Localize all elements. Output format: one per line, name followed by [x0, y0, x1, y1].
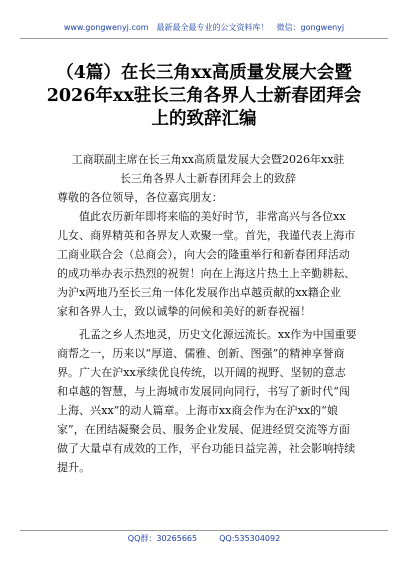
- paragraph-line: 界。广大在沪xx承续优良传统，以开阔的视野、坚韧的意志: [57, 366, 346, 379]
- header-site-link[interactable]: www.gongwenyj.com: [63, 23, 149, 32]
- paragraph-line: 孔孟之乡人杰地灵，历史文化源远流长。xx作为中国重要: [79, 328, 357, 341]
- paragraph-line: 儿女、商界精英和各界友人欢聚一堂。首先，我谨代表上海市: [57, 229, 356, 242]
- footer-qq-number: QQ:535304092: [219, 534, 281, 543]
- paragraph-1: [57, 207, 357, 321]
- speech-body: [57, 188, 357, 477]
- paragraph-line: 提升。: [57, 461, 91, 474]
- paragraph-line: 上海、兴xx”的动人篇章。上海市xx商会作为在沪xx的“娘: [57, 404, 338, 417]
- title-line-3: 上的致辞汇编: [151, 109, 257, 129]
- salutation: 尊敬的各位领导，各位嘉宾朋友：: [57, 191, 223, 204]
- paragraph-line: 商帮之一，历来以“厚道、儒雅、创新、图强”的精神享誉商: [57, 347, 345, 360]
- header-slogan: 最新最全最专业的公文资料库！: [156, 23, 269, 32]
- header-wechat: 微信：gongwenyj: [276, 23, 345, 32]
- subtitle-line-1: 工商联副主席在长三角xx高质量发展大会暨2026年xx驻: [71, 153, 345, 166]
- paragraph-line: 值此农历新年即将来临的美好时节，非常高兴与各位xx: [79, 210, 346, 223]
- title-line-2: 2026年xx驻长三角各界人士新春团拜会: [46, 86, 362, 106]
- speech-subtitle: [58, 150, 358, 188]
- footer-divider: [20, 530, 388, 531]
- paragraph-line: 做了大量卓有成效的工作，平台功能日益完善，社会影响持续: [57, 442, 356, 455]
- footer-qq-group: QQ群：30265665: [127, 534, 198, 543]
- page-header: [0, 22, 408, 33]
- page-footer: [0, 533, 408, 544]
- paragraph-line: 工商业联合会（总商会），向大会的隆重举行和新春团拜活动: [57, 248, 350, 261]
- paragraph-line: 家”，在团结凝聚会员、服务企业发展、促进经贸交流等方面: [57, 423, 350, 436]
- paragraph-line: 的成功举办表示热烈的祝贺！向在上海这片热土上辛勤耕耘、: [57, 267, 356, 280]
- paragraph-line: 和卓越的智慧，与上海城市发展同向同行，书写了新时代“闯: [57, 385, 350, 398]
- document-title: [40, 62, 368, 131]
- paragraph-2: [57, 325, 357, 477]
- title-line-1: （4篇）在长三角xx高质量发展大会暨: [56, 63, 352, 83]
- subtitle-line-2: 长三角各界人士新春团拜会上的致辞: [120, 172, 296, 185]
- paragraph-line: 为沪x两地乃至长三角一体化发展作出卓越贡献的xx籍企业: [57, 286, 341, 299]
- paragraph-line: 家和各界人士，致以诚挚的问候和美好的新春祝福！: [57, 305, 312, 318]
- header-divider: [20, 38, 388, 39]
